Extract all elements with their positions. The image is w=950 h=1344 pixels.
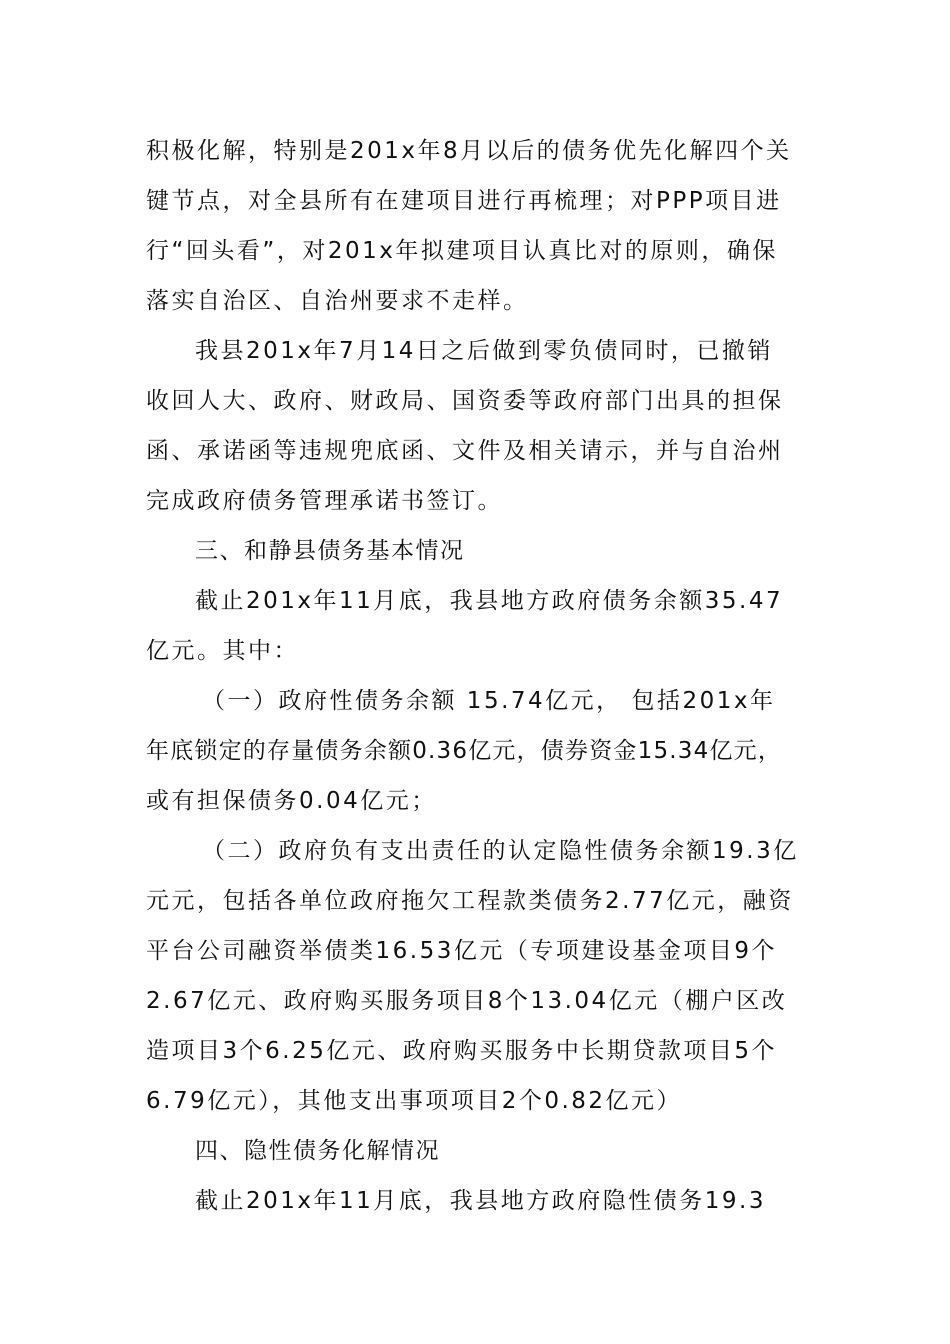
paragraph-line: （一）政府性债务余额 15.74亿元， 包括201x年 <box>202 688 776 714</box>
paragraph-line: 元元，包括各单位政府拖欠工程款类债务2.77亿元，融资 <box>146 888 794 914</box>
paragraph-line: 平台公司融资举债类16.53亿元（专项建设基金项目9个 <box>146 938 777 964</box>
paragraph-line: 截止201x年11月底，我县地方政府债务余额35.47 <box>195 588 784 614</box>
paragraph-line: 或有担保债务0.04亿元； <box>146 788 437 814</box>
paragraph-line: 年底锁定的存量债务余额0.36亿元，债券资金15.34亿元， <box>146 738 783 764</box>
paragraph-line: 行“回头看”，对201x年拟建项目认真比对的原则，确保 <box>146 238 778 264</box>
section-heading: 三、和静县债务基本情况 <box>195 538 465 564</box>
paragraph-line: 我县201x年7月14日之后做到零负债同时，已撤销 <box>195 338 773 364</box>
paragraph-line: 造项目3个6.25亿元、政府购买服务中长期贷款项目5个 <box>146 1038 777 1064</box>
paragraph-line: 截止201x年11月底，我县地方政府隐性债务19.3 <box>195 1188 766 1214</box>
paragraph-line: 亿元。其中： <box>146 638 299 664</box>
paragraph-line: 函、承诺函等违规兜底函、文件及相关请示，并与自治州 <box>146 438 784 464</box>
paragraph-line: 键节点，对全县所有在建项目进行再梳理；对PPP项目进 <box>146 188 782 214</box>
paragraph-line: 2.67亿元、政府购买服务项目8个13.04亿元（棚户区改 <box>146 988 788 1014</box>
paragraph-line: （二）政府负有支出责任的认定隐性债务余额19.3亿 <box>202 838 799 864</box>
paragraph-line: 完成政府债务管理承诺书签订。 <box>146 488 503 514</box>
paragraph-line: 落实自治区、自治州要求不走样。 <box>146 288 529 314</box>
paragraph-line: 积极化解，特别是201x年8月以后的债务优先化解四个关 <box>146 138 792 164</box>
section-heading: 四、隐性债务化解情况 <box>195 1138 440 1164</box>
paragraph-line: 收回人大、政府、财政局、国资委等政府部门出具的担保 <box>146 388 784 414</box>
paragraph-line: 6.79亿元），其他支出事项项目2个0.82亿元） <box>146 1088 683 1114</box>
